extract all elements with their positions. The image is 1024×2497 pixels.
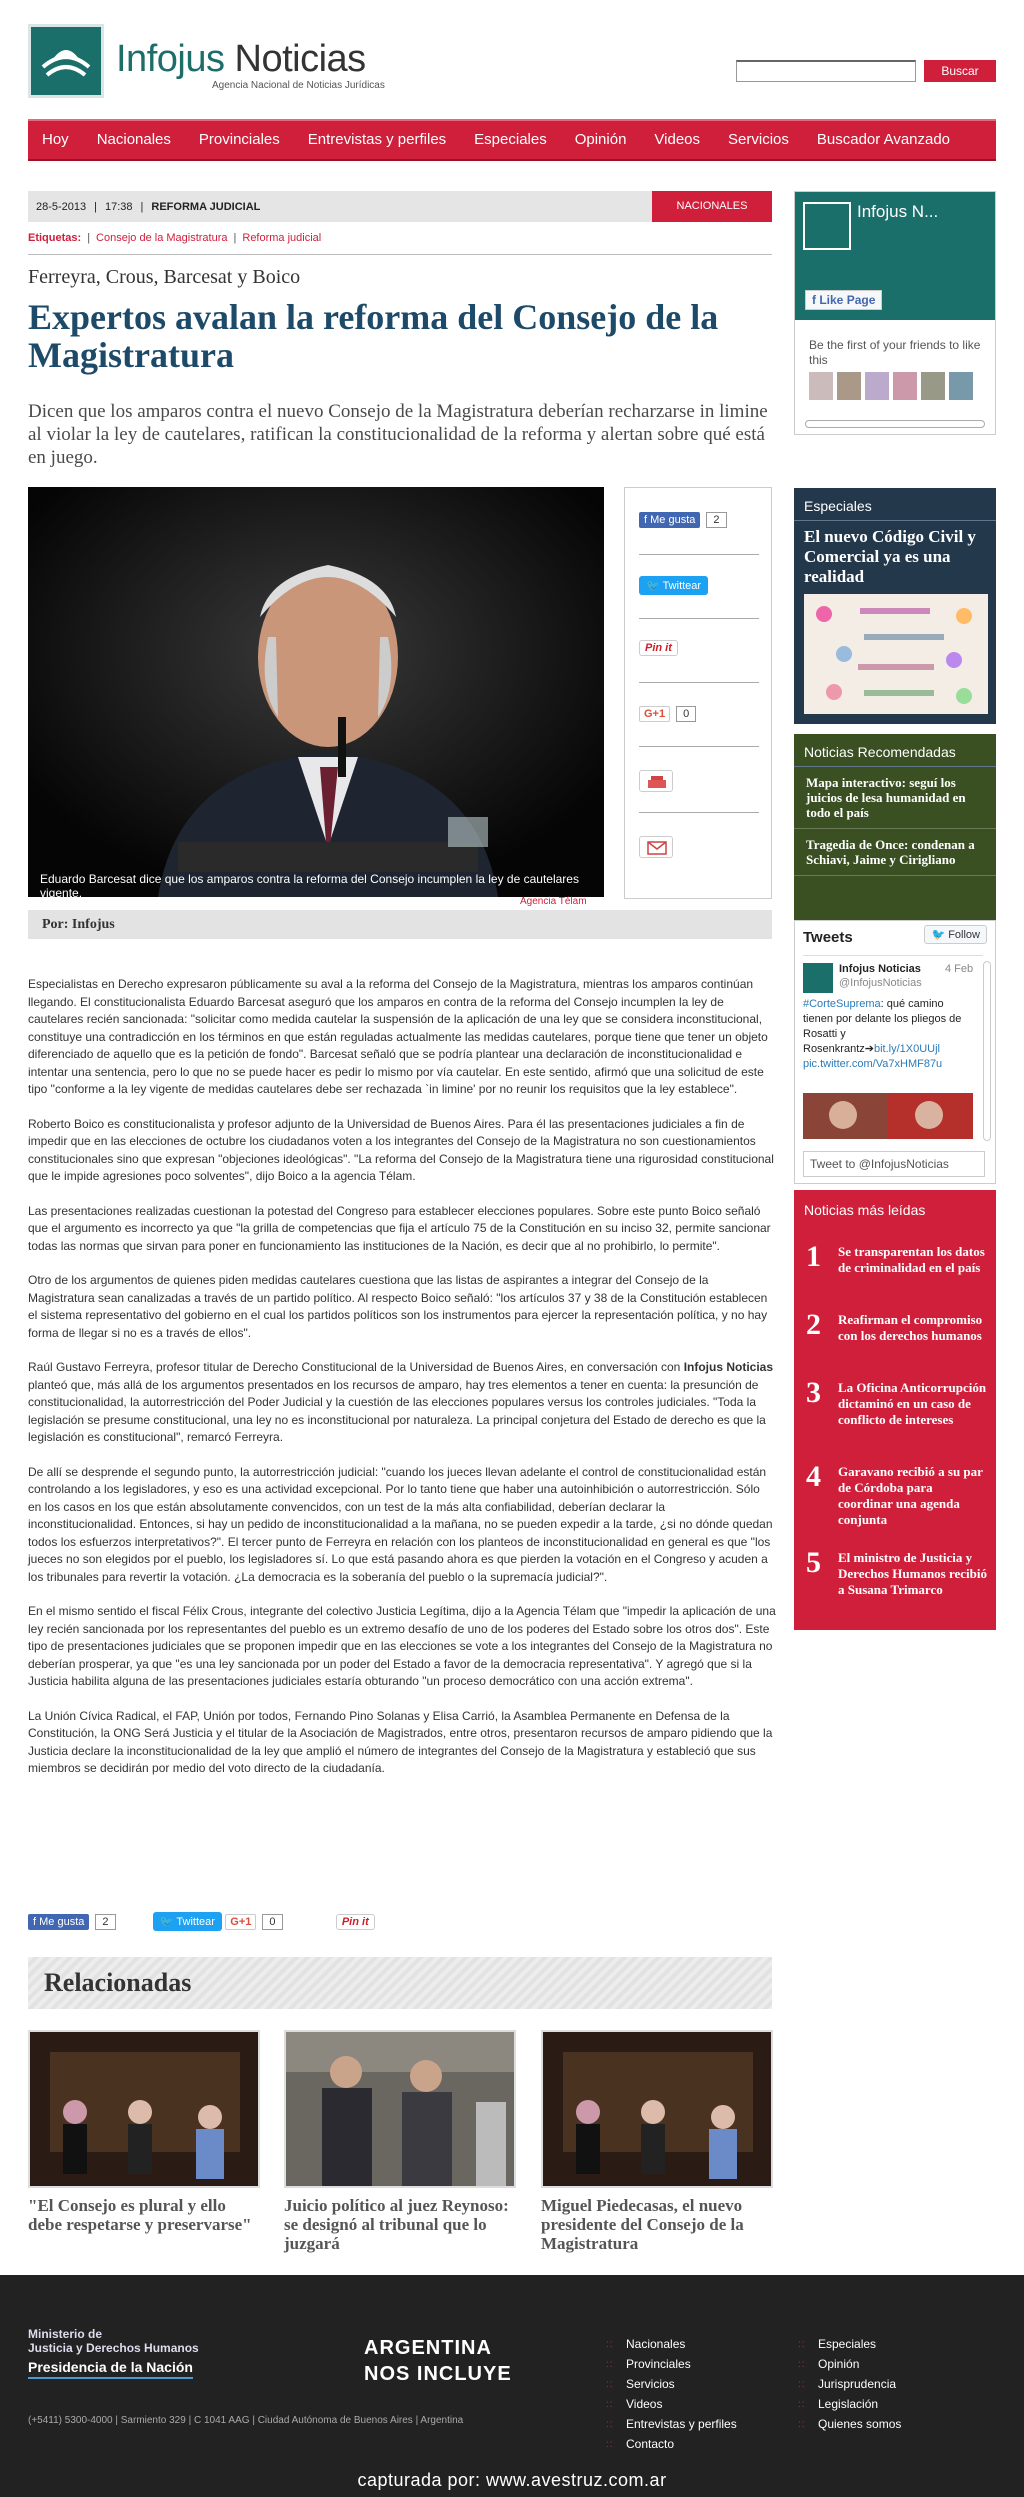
recomendadas-box [794, 734, 996, 922]
nav-item-especiales[interactable]: Especiales [474, 131, 547, 148]
footer-argentina-logo[interactable]: ARGENTINA NOS INCLUYE [364, 2337, 512, 2385]
article-paragraph: La Unión Cívica Radical, el FAP, Unión por todos, Fernando Pino Solanas y Elisa Carrió, la Asamblea Permanente en Defensa de la Constitución, la ONG Será Justicia y el titular de la Asociación de Magistrados, entre otros, presentaron recursos de amparo pidiendo que la Justicia declare la inconstitucionalidad de la ley que amplió el número de integrantes del Consejo de la Magistratura y estableció que sus miembros se decidirán por medio del voto directo de la ciudadanía. [28, 1708, 773, 1775]
search-button[interactable]: Buscar [924, 60, 996, 82]
tweet-avatar[interactable] [803, 963, 833, 993]
nav-item-nacionales[interactable]: Nacionales [96, 131, 171, 148]
share-box [624, 487, 772, 899]
pinterest-pin-button[interactable]: Pin it [336, 1914, 375, 1930]
divider [28, 254, 772, 255]
article-category: REFORMA JUDICIAL [151, 200, 261, 213]
twitter-scrollbar[interactable] [983, 961, 991, 1141]
footer-bullet-icon: :: [606, 2439, 614, 2450]
especiales-headline[interactable]: El nuevo Código Civil y Comercial ya es una realidad [804, 527, 976, 586]
tweet-image[interactable] [803, 1093, 973, 1139]
nav-item-servicios[interactable]: Servicios [728, 131, 789, 148]
twitter-widget [794, 920, 996, 1184]
photo-credit: Agencia Télam [520, 896, 587, 907]
capture-watermark: capturada por: www.avestruz.com.ar [357, 2470, 667, 2490]
article-lead: Dicen que los amparos contra el nuevo Consejo de la Magistratura deberían recharzarse in limine al violar la ley de cautelares, ratifican la constitucionalidad de la reforma y alertan sobre qué está en juego. [28, 401, 768, 468]
nav-item-opinion[interactable]: Opinión [574, 131, 627, 148]
site-footer [0, 2275, 1024, 2497]
article-paragraph: De allí se desprende el segundo punto, la autorrestricción judicial: "cuando los jueces llevan adelante el control de constitucionalidad están controlando a los legisladores, y eso es una actividad excepcional. Por lo tanto tiene que haber una autoinhibición o autorrestricción. Sólo en los casos en los que están absolutamente convencidos, con un test de la más alta confiabilidad, deberían declarar la inconstitucionalidad. Entonces, si hay un pedido de inconstitucionalidad a la mañana, no se pueden expedir a la tarde, ¿si no dónde quedan todos los esfuerzos interpretativos?". El tercer punto de Ferreyra en relación con los planteos de inconstitucionalidad en general es que "los jueces no son elegidos por el pueblo, los legisladores sí. Lo que está pasando ahora es que pierden la votación en el Congreso y acuden a los tribunales para revertir la votación. ¿La democracia es la soberanía del pueblo o la supremacía judicial?". [28, 1464, 773, 1584]
footer-link[interactable]: Contacto [626, 2437, 675, 2451]
related-header: Relacionadas [28, 1957, 772, 2009]
article-time: 17:38 [105, 200, 133, 213]
avatar[interactable] [809, 372, 833, 400]
avatar[interactable] [893, 372, 917, 400]
footer-ministry[interactable]: Ministerio de Justicia y Derechos Humanos [28, 2327, 199, 2355]
recomendada-item[interactable]: Mapa interactivo: seguí los juicios de lesa humanidad en todo el país [794, 767, 996, 829]
footer-link[interactable]: Legislación [818, 2397, 879, 2411]
especiales-title: Especiales [794, 488, 996, 521]
twitter-tweet-button[interactable]: 🐦 Twittear [153, 1912, 222, 1931]
mas-leida-item[interactable]: 4 Garavano recibió a su par de Córdoba para coordinar una agenda conjunta [806, 1460, 983, 1527]
mail-icon[interactable] [639, 836, 673, 858]
recomendada-item[interactable]: Tragedia de Once: condenan a Schiavi, Jaime y Cirigliano [794, 829, 996, 876]
mas-leida-item[interactable]: 2 Reafirman el compromiso con los derechos humanos [806, 1308, 983, 1343]
footer-link[interactable]: Videos [626, 2397, 663, 2411]
footer-bullet-icon: :: [798, 2399, 806, 2410]
footer-bullet-icon: :: [798, 2339, 806, 2350]
footer-bullet-icon: :: [606, 2339, 614, 2350]
print-icon[interactable] [639, 770, 673, 792]
related-title[interactable]: Juicio político al juez Reynoso: se designó al tribunal que lo juzgará [284, 2196, 509, 2253]
related-item[interactable] [284, 2030, 516, 2253]
facebook-scrollbar[interactable] [805, 420, 985, 428]
article-kicker: Ferreyra, Crous, Barcesat y Boico [28, 266, 301, 288]
speaker-photo-illustration [28, 487, 604, 897]
facebook-cover[interactable] [795, 192, 995, 320]
photo-caption: Eduardo Barcesat dice que los amparos contra la reforma del Consejo incumplen la ley de cautelares vigente. [40, 872, 579, 900]
google-plus-count: 0 [262, 1914, 282, 1930]
footer-bullet-icon: :: [606, 2419, 614, 2430]
article-tags: Etiquetas: | Consejo de la Magistratura | Reforma judicial [28, 232, 322, 244]
tag-link[interactable]: Reforma judicial [242, 232, 322, 244]
tweet-to-input[interactable]: Tweet to @InfojusNoticias [803, 1151, 985, 1177]
nav-item-provinciales[interactable]: Provinciales [198, 131, 280, 148]
google-plus-count: 0 [676, 706, 696, 722]
bottom-share-bar [28, 1912, 772, 1934]
related-thumbnail[interactable] [541, 2030, 773, 2188]
facebook-like-count: 2 [95, 1914, 115, 1930]
twitter-follow-button[interactable]: 🐦 Follow [924, 925, 987, 944]
pinterest-pin-button[interactable]: Pin it [639, 640, 678, 656]
footer-link[interactable]: Provinciales [626, 2357, 691, 2371]
article-paragraph: En el mismo sentido el fiscal Félix Crous, integrante del colectivo Justicia Legítima, dijo a la Agencia Télam que "impedir la aplicación de una ley recién sancionada por los representantes del pueblo es un extremo desafío de uno de los poderes del Estado sobre los otros dos". Este tipo de presentaciones judiciales que se proponen impedir que en las elecciones se vote a los integrantes del Consejo de la Magistratura no deberían prosperar, ya que "es una ley sancionada por un poder del Estado a favor de la democracia representativa". Y agregó que si la Justicia habilita alguna de las presentaciones judiciales estaría obturando "un proceso democrático con una acción extrema". [28, 1604, 776, 1688]
related-item[interactable] [541, 2030, 773, 2253]
mas-leida-item[interactable]: 5 El ministro de Justicia y Derechos Humanos recibió a Susana Trimarco [806, 1546, 988, 1597]
twitter-tweet-button[interactable]: 🐦 Twittear [639, 576, 708, 595]
site-logo-text[interactable]: Infojus Noticias [116, 38, 366, 80]
avatar[interactable] [921, 372, 945, 400]
avatar[interactable] [949, 372, 973, 400]
facebook-page-name[interactable]: Infojus N... [857, 202, 939, 221]
facebook-friends-text: Be the first of your friends to like this [809, 338, 981, 367]
search-input[interactable] [736, 60, 916, 82]
site-tagline: Agencia Nacional de Noticias Jurídicas [212, 80, 385, 91]
facebook-like-count: 2 [706, 512, 726, 528]
mas-leida-item[interactable]: 3 La Oficina Anticorrupción dictaminó en un caso de conflicto de intereses [806, 1376, 987, 1427]
related-thumbnail[interactable] [284, 2030, 516, 2188]
related-thumbnail[interactable] [28, 2030, 260, 2188]
facebook-page-widget [794, 191, 996, 435]
related-title[interactable]: Miguel Piedecasas, el nuevo presidente del Consejo de la Magistratura [541, 2196, 744, 2253]
main-nav [28, 119, 996, 161]
section-badge[interactable]: NACIONALES [652, 191, 772, 222]
especiales-box [794, 488, 996, 724]
especiales-image[interactable] [804, 594, 988, 714]
footer-link[interactable]: Jurisprudencia [818, 2377, 897, 2391]
tweet-handle[interactable]: @InfojusNoticias [839, 977, 922, 989]
footer-link[interactable]: Entrevistas y perfiles [626, 2417, 737, 2431]
nav-item-videos[interactable]: Videos [654, 131, 701, 148]
avatar[interactable] [837, 372, 861, 400]
article-headline: Expertos avalan la reforma del Consejo de la Magistratura [28, 297, 719, 375]
footer-link[interactable]: Quienes somos [818, 2417, 902, 2431]
article-author: Por: Infojus [28, 910, 772, 939]
nav-item-entrevistas[interactable]: Entrevistas y perfiles [307, 131, 447, 148]
footer-link[interactable]: Servicios [626, 2377, 675, 2391]
facebook-friend-avatars [809, 372, 973, 400]
facebook-like-button[interactable]: f Me gusta [639, 512, 700, 528]
google-plus-button[interactable]: G+1 [639, 706, 670, 722]
tweet-text: #CorteSuprema: qué camino tienen por delante los pliegos de Rosatti y Rosenkrantz➔bit.ly/1X0UUjl pic.twitter.com/Va7xHMF87u [803, 998, 962, 1070]
footer-address: (+5411) 5300-4000 | Sarmiento 329 | C 1041 AAG | Ciudad Autónoma de Buenos Aires | Argentina [28, 2415, 464, 2426]
footer-bullet-icon: :: [606, 2379, 614, 2390]
footer-bullet-icon: :: [798, 2379, 806, 2390]
related-title[interactable]: "El Consejo es plural y ello debe respetarse y preservarse" [28, 2196, 252, 2234]
footer-link[interactable]: Nacionales [626, 2337, 686, 2351]
footer-link[interactable]: Opinión [818, 2357, 860, 2371]
mas-leida-item[interactable]: 1 Se transparentan los datos de criminalidad en el país [806, 1240, 985, 1275]
facebook-like-button[interactable]: f Me gusta [28, 1914, 89, 1930]
article-body [28, 976, 776, 1795]
related-item[interactable] [28, 2030, 260, 2234]
article-meta-bar: 28-5-2013 | 17:38 | REFORMA JUDICIAL [28, 191, 772, 222]
twitter-widget-title: Tweets [803, 929, 853, 946]
google-plus-button[interactable]: G+1 [225, 1914, 256, 1930]
tweet-user[interactable]: Infojus Noticias [839, 963, 921, 975]
article-paragraph: Raúl Gustavo Ferreyra, profesor titular de Derecho Constitucional de la Universidad de Buenos Aires, en conversación con Infojus Noticias planteó que, más allá de los argumentos presentados en los recursos de amparo, hay tres elementos a tener en cuenta: la presunción de constitucionalidad, la autorrestricción del Poder Judicial y la cuestión de las elecciones populares versus los controles judiciales. "Toda la legislación se presume constitucional, una ley no es inconstitucional por naturaleza. La principal conjetura del Estado de derecho es que la legislación es constitucional", remarcó Ferreyra. [28, 1360, 774, 1444]
site-logo-icon[interactable] [28, 24, 104, 98]
mas-leidas-box [794, 1190, 996, 1630]
footer-bullet-icon: :: [606, 2399, 614, 2410]
mas-leidas-title: Noticias más leídas [804, 1202, 926, 1218]
recomendadas-title: Noticias Recomendadas [794, 734, 996, 767]
nav-item-hoy[interactable]: Hoy [42, 131, 69, 148]
article-photo [28, 487, 604, 897]
site-header [0, 0, 1024, 120]
footer-presidencia[interactable]: Presidencia de la Nación [28, 2359, 193, 2379]
article-date: 28-5-2013 [36, 200, 87, 213]
nav-item-buscador[interactable]: Buscador Avanzado [816, 131, 951, 148]
article-paragraph: Roberto Boico es constitucionalista y profesor adjunto de la Universidad de Buenos Aires. Para él las presentaciones judiciales a fin de impedir que en las elecciones de octubre los ciudadanos voten a los integrantes del Consejo de la Magistratura no son cuestionamientos constitucionales sino que expresan "objeciones ideológicas". "La reforma del Consejo de la Magistratura tiene una rigurosidad constitucional que le impide agresiones poco solventes", dijo Boico a la agencia Télam. [28, 1116, 774, 1183]
footer-bullet-icon: :: [798, 2419, 806, 2430]
facebook-page-logo-icon [803, 202, 851, 250]
tag-link[interactable]: Consejo de la Magistratura [96, 232, 228, 244]
footer-link[interactable]: Especiales [818, 2337, 877, 2351]
article-paragraph: Otro de los argumentos de quienes piden medidas cautelares cuestiona que las listas de aspirantes a integrar del Consejo de la Magistratura sean canalizadas a través de un partido político. Al respecto Boico señaló: "los artículos 37 y 38 de la Constitución establecen el sistema representativo del gobierno en el cual los partidos políticos son los instrumentos para ejercer la representación política, y no hay forma de llegar si no es a través de ellos". [28, 1273, 768, 1340]
article-paragraph: Las presentaciones realizadas cuestionan la potestad del Congreso para establecer elecciones populares. Sobre este punto Boico señaló que el argumento es incorrecto ya que "la grilla de competencias que fija el artículo 75 de la Constitución en su inciso 32, permite sancionar todas las normas que sirvan para poner en funcionamiento las instituciones de la Nación, es decir que al no prohibirlo, lo permite". [28, 1203, 771, 1253]
footer-bullet-icon: :: [606, 2359, 614, 2370]
article-paragraph: Especialistas en Derecho expresaron públicamente su aval a la reforma del Consejo de la Magistratura, mientras los amparos continúan llegando. El constitucionalista Eduardo Barcesat aseguró que los amparos en contra de la reforma del Consejo incumplen la ley de cautelares recién sancionada: "solicitar como medida cautelar la suspensión de la aplicación de una ley que se considera inconstitucional, constituye una contradicción en los términos en que están reguladas actualmente las medidas cautelares, porque tiene que tener un objeto diferenciado de aquello que es la petición de fondo". Barcesat señaló que se podría plantear una declaración de inconstitucionalidad e intentar una sentencia, pero lo que no se puede hacer es pedir lo mismo por vía cautelar. En este sentido, afirmó que una solicitud de este tipo "conforme a la ley vigente de medidas cautelares debe ser rechazada `in limine' por no reunir los requisitos que la ley establece". [28, 977, 768, 1096]
tweet-date[interactable]: 4 Feb [945, 963, 974, 975]
avatar[interactable] [865, 372, 889, 400]
facebook-like-page-button[interactable]: f Like Page [805, 290, 882, 310]
footer-bullet-icon: :: [798, 2359, 806, 2370]
